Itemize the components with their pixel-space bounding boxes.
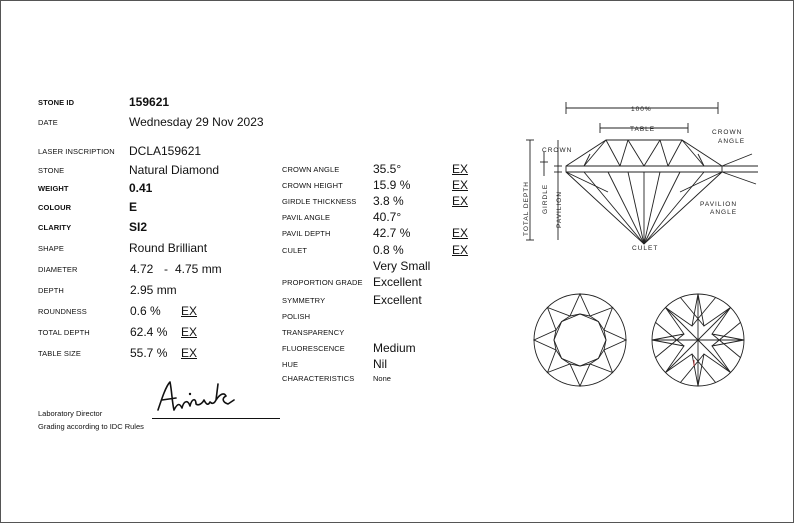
culet-label: CULET bbox=[282, 246, 308, 255]
diamond-bottom-view bbox=[648, 290, 748, 390]
fluorescence-value: Medium bbox=[373, 341, 416, 355]
crown-angle-grade: EX bbox=[452, 162, 469, 176]
diamond-profile-diagram bbox=[520, 96, 790, 256]
date-value: Wednesday 29 Nov 2023 bbox=[129, 115, 264, 129]
grading-rules-note: Grading according to IDC Rules bbox=[38, 422, 144, 431]
diagram-crown-angle-1: CROWN bbox=[712, 129, 743, 136]
pavil-angle-label: PAVIL ANGLE bbox=[282, 213, 331, 222]
total-depth-label: TOTAL DEPTH bbox=[38, 328, 90, 337]
symmetry-label: SYMMETRY bbox=[282, 296, 326, 305]
girdle-thickness-grade: EX bbox=[452, 194, 469, 208]
laser-inscription-label: LASER INSCRIPTION bbox=[38, 147, 115, 156]
colour-value: E bbox=[129, 200, 138, 214]
table-size-value: 55.7 % bbox=[130, 346, 168, 360]
stone-id-value: 159621 bbox=[129, 95, 170, 109]
roundness-grade: EX bbox=[181, 304, 198, 318]
diagram-girdle-label: GIRDLE bbox=[542, 183, 549, 214]
diagram-pavilion-label: PAVILION bbox=[556, 190, 563, 228]
diameter-label: DIAMETER bbox=[38, 265, 78, 274]
table-size-label: TABLE SIZE bbox=[38, 349, 81, 358]
shape-label: SHAPE bbox=[38, 244, 64, 253]
diagram-pavilion-angle-2: ANGLE bbox=[710, 209, 738, 216]
transparency-label: TRANSPARENCY bbox=[282, 328, 345, 337]
date-label: DATE bbox=[38, 118, 58, 127]
diameter-min: 4.72 bbox=[130, 262, 154, 276]
proportion-grade-label: PROPORTION GRADE bbox=[282, 278, 363, 287]
total-depth-value: 62.4 % bbox=[130, 325, 168, 339]
girdle-thickness-label: GIRDLE THICKNESS bbox=[282, 197, 357, 206]
proportion-grade-value: Excellent bbox=[373, 275, 422, 289]
stone-value: Natural Diamond bbox=[129, 163, 220, 177]
crown-height-value: 15.9 % bbox=[373, 178, 411, 192]
total-depth-grade: EX bbox=[181, 325, 198, 339]
roundness-label: ROUNDNESS bbox=[38, 307, 87, 316]
diamond-top-view bbox=[530, 290, 630, 390]
fluorescence-label: FLUORESCENCE bbox=[282, 344, 345, 353]
laboratory-director-label: Laboratory Director bbox=[38, 409, 103, 418]
pavil-angle-value: 40.7° bbox=[373, 210, 402, 224]
culet-value: 0.8 % bbox=[373, 243, 404, 257]
pavil-depth-grade: EX bbox=[452, 226, 469, 240]
girdle-thickness-value: 3.8 % bbox=[373, 194, 404, 208]
table-size-grade: EX bbox=[181, 346, 198, 360]
crown-height-label: CROWN HEIGHT bbox=[282, 181, 343, 190]
pavil-depth-label: PAVIL DEPTH bbox=[282, 229, 331, 238]
weight-value: 0.41 bbox=[129, 181, 153, 195]
diagram-total-depth-label: TOTAL DEPTH bbox=[523, 181, 530, 236]
culet-size-value: Very Small bbox=[373, 259, 431, 273]
clarity-label: CLARITY bbox=[38, 223, 72, 232]
crown-height-grade: EX bbox=[452, 178, 469, 192]
signature-line bbox=[152, 418, 280, 419]
colour-label: COLOUR bbox=[38, 203, 72, 212]
diameter-separator: - bbox=[164, 262, 168, 276]
diagram-100-label: 100% bbox=[631, 106, 652, 113]
diagram-table-label: TABLE bbox=[630, 126, 656, 133]
laser-inscription-value: DCLA159621 bbox=[129, 144, 202, 158]
shape-value: Round Brilliant bbox=[129, 241, 208, 255]
depth-label: DEPTH bbox=[38, 286, 64, 295]
diagram-crown-label: CROWN bbox=[542, 147, 573, 154]
roundness-value: 0.6 % bbox=[130, 304, 161, 318]
pavil-depth-value: 42.7 % bbox=[373, 226, 411, 240]
diameter-max: 4.75 mm bbox=[175, 262, 222, 276]
weight-label: WEIGHT bbox=[38, 184, 69, 193]
diagram-pavilion-angle-1: PAVILION bbox=[700, 201, 738, 208]
crown-angle-value: 35.5° bbox=[373, 162, 402, 176]
stone-label: STONE bbox=[38, 166, 65, 175]
diagram-crown-angle-2: ANGLE bbox=[718, 138, 746, 145]
hue-value: Nil bbox=[373, 357, 387, 371]
stone-id-label: STONE ID bbox=[38, 98, 75, 107]
symmetry-value: Excellent bbox=[373, 293, 422, 307]
director-signature bbox=[150, 374, 240, 416]
culet-grade: EX bbox=[452, 243, 469, 257]
characteristics-label: CHARACTERISTICS bbox=[282, 374, 355, 383]
crown-angle-label: CROWN ANGLE bbox=[282, 165, 340, 174]
hue-label: HUE bbox=[282, 360, 299, 369]
characteristics-value: None bbox=[373, 374, 391, 383]
polish-label: POLISH bbox=[282, 312, 311, 321]
depth-value: 2.95 mm bbox=[130, 283, 177, 297]
clarity-value: SI2 bbox=[129, 220, 148, 234]
diagram-culet-label: CULET bbox=[632, 245, 659, 252]
